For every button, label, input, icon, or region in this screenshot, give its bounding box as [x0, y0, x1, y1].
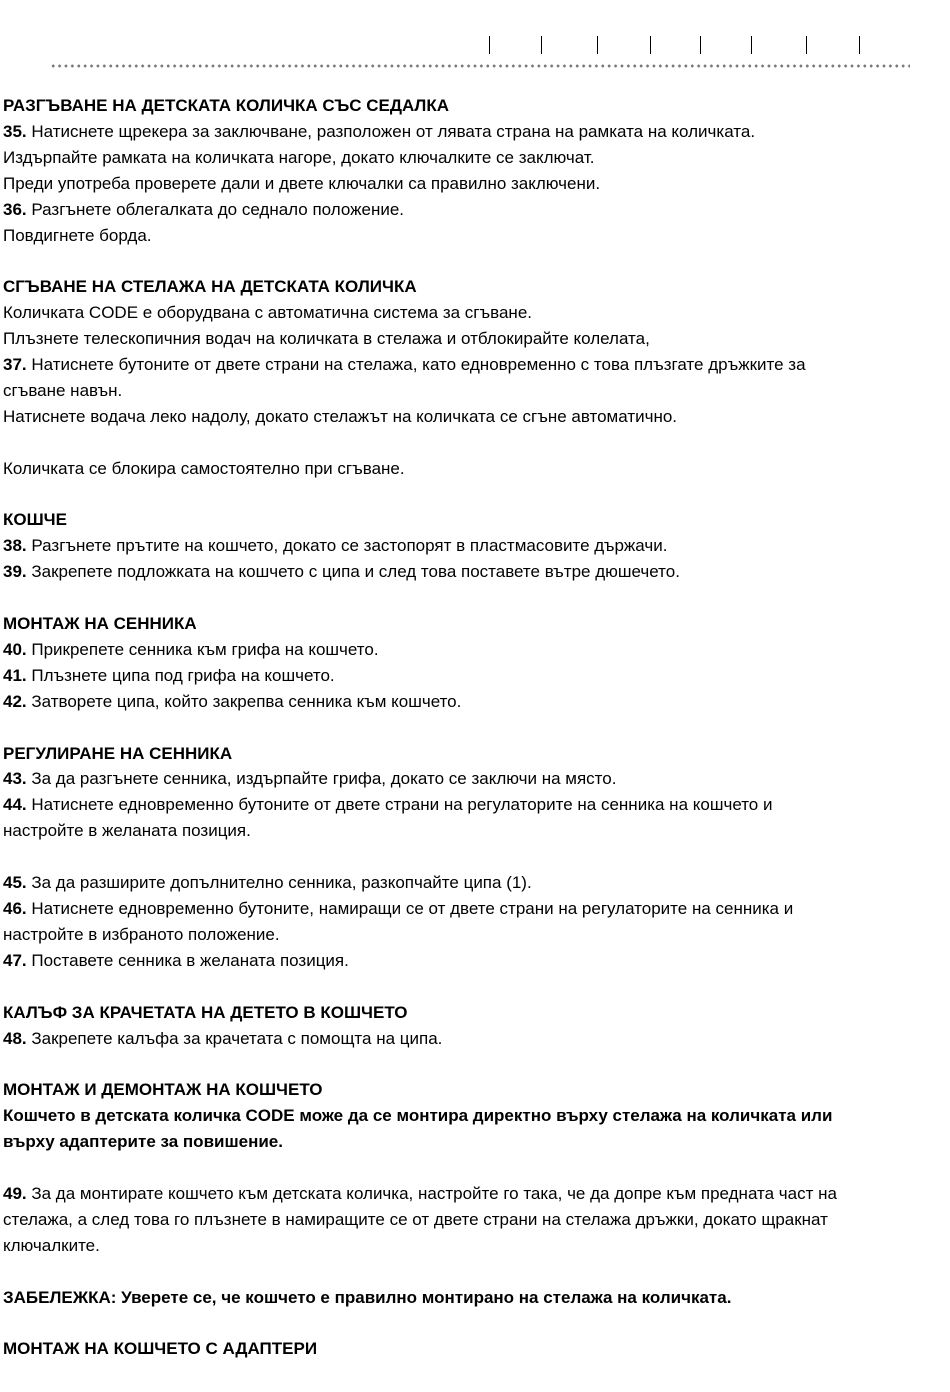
text-line: Повдигнете борда. — [3, 225, 152, 245]
step-text: Разгънете прътите на кошчето, докато се застопорят в пластмасовите държачи. — [26, 536, 668, 556]
section-heading-canopy-adjust: РЕГУЛИРАНЕ НА СЕННИКА — [3, 743, 233, 763]
tick-mark — [541, 36, 542, 54]
step-text: Затворете ципа, който закрепва сенника към кошчето. — [26, 691, 462, 711]
step-44 — [3, 792, 943, 818]
step-46 — [3, 896, 943, 922]
step-number: 35. — [3, 121, 27, 141]
step-text: Натиснете едновременно бутоните от двете страни на регулаторите на сенника на кошчето и — [26, 795, 773, 815]
step-number: 49. — [3, 1183, 27, 1203]
step-38 — [3, 533, 943, 559]
tick-mark — [489, 36, 490, 54]
section-heading-unfold-seat: РАЗГЪВАНЕ НА ДЕТСКАТА КОЛИЧКА СЪС СЕДАЛКА — [3, 96, 450, 115]
step-text: За да монтирате кошчето към детската количка, настройте го така, че да допре към предната част на — [26, 1183, 837, 1203]
dotted-divider — [50, 63, 910, 69]
tick-mark — [650, 36, 651, 54]
step-text: Разгънете облегалката до седнало положение. — [26, 199, 405, 219]
step-number: 48. — [3, 1028, 27, 1048]
step-text: Натиснете бутоните от двете страни на стелажа, като едновременно с това плъзгате дръжките за — [26, 355, 806, 375]
warning-note: ЗАБЕЛЕЖКА: Уверете се, че кошчето е правилно монтирано на стелажа на количката. — [3, 1287, 732, 1307]
step-number: 36. — [3, 199, 27, 219]
text-line: ключалките. — [3, 1235, 100, 1255]
step-text: Поставете сенника в желаната позиция. — [26, 950, 349, 970]
tick-mark — [751, 36, 752, 54]
step-number: 46. — [3, 899, 27, 918]
text-line: стелажа, а след това го плъзнете в намиращите се от двете страни на стелажа дръжки, докато щракнат — [3, 1209, 828, 1229]
step-number: 44. — [3, 795, 27, 815]
step-text: Закрепете подложката на кошчето с ципа и след това поставете вътре дюшечето. — [26, 562, 680, 582]
text-line: настройте в избраното положение. — [3, 924, 280, 944]
step-number: 40. — [3, 639, 27, 659]
step-47 — [3, 948, 943, 974]
step-number: 39. — [3, 562, 27, 582]
step-text: Прикрепете сенника към грифа на кошчето. — [26, 639, 379, 659]
tick-mark — [859, 36, 860, 54]
document-body — [3, 93, 943, 1362]
step-number: 41. — [3, 665, 27, 685]
step-48 — [3, 1026, 943, 1052]
step-number: 38. — [3, 536, 27, 556]
step-40 — [3, 637, 943, 663]
step-text: За да разширите допълнително сенника, разкопчайте ципа (1). — [26, 873, 532, 893]
tick-mark — [806, 36, 807, 54]
step-text: Натиснете щрекера за заключване, разположен от лявата страна на рамката на количката. — [26, 121, 756, 141]
step-43 — [3, 766, 943, 792]
text-line: Количката CODE е оборудвана с автоматична система за сгъване. — [3, 303, 532, 323]
step-text: За да разгънете сенника, издърпайте грифа, докато се заключи на място. — [26, 769, 617, 789]
step-37 — [3, 352, 943, 378]
step-45 — [3, 870, 943, 896]
text-line: Преди употреба проверете дали и двете ключалки са правилно заключени. — [3, 173, 601, 193]
step-39 — [3, 559, 943, 585]
step-text: Плъзнете ципа под грифа на кошчето. — [26, 665, 335, 685]
header-tick-marks — [0, 36, 950, 54]
step-number: 43. — [3, 769, 27, 789]
tick-mark — [597, 36, 598, 54]
step-text: Натиснете едновременно бутоните, намиращи се от двете страни на регулаторите на сенника и — [26, 899, 794, 918]
step-number: 42. — [3, 691, 27, 711]
step-42 — [3, 689, 943, 715]
step-35 — [3, 119, 943, 145]
section-heading-carrycot: КОШЧЕ — [3, 510, 67, 530]
text-line: сгъване навън. — [3, 380, 123, 400]
step-36 — [3, 197, 943, 223]
text-line: настройте в желаната позиция. — [3, 821, 251, 841]
text-line: Натиснете водача леко надолу, докато стелажът на количката се сгъне автоматично. — [3, 406, 678, 426]
section-heading-adapters: МОНТАЖ НА КОШЧЕТО С АДАПТЕРИ — [3, 1339, 318, 1359]
text-line: Плъзнете телескопичния водач на количката в стелажа и отблокирайте колелата, — [3, 329, 650, 349]
step-number: 47. — [3, 950, 27, 970]
text-line: Издърпайте рамката на количката нагоре, докато ключалките се заключат. — [3, 147, 595, 167]
step-49 — [3, 1181, 943, 1207]
section-heading-canopy-mount: МОНТАЖ НА СЕННИКА — [3, 614, 197, 634]
step-number: 45. — [3, 873, 27, 893]
tick-mark — [700, 36, 701, 54]
section-heading-carrycot-mount: МОНТАЖ И ДЕМОНТАЖ НА КОШЧЕТО — [3, 1080, 323, 1100]
bold-note-line: върху адаптерите за повишение. — [3, 1132, 283, 1152]
text-line: Количката се блокира самостоятелно при сгъване. — [3, 458, 405, 478]
bold-note-line: Кошчето в детската количка CODE може да се монтира директно върху стелажа на количката или — [3, 1106, 833, 1126]
step-text: Закрепете калъфа за крачетата с помощта на ципа. — [26, 1028, 443, 1048]
section-heading-fold-frame: СГЪВАНЕ НА СТЕЛАЖА НА ДЕТСКАТА КОЛИЧКА — [3, 277, 417, 297]
step-number: 37. — [3, 355, 27, 375]
step-41 — [3, 663, 943, 689]
section-heading-footmuff: КАЛЪФ ЗА КРАЧЕТАТА НА ДЕТЕТО В КОШЧЕТО — [3, 1002, 408, 1022]
